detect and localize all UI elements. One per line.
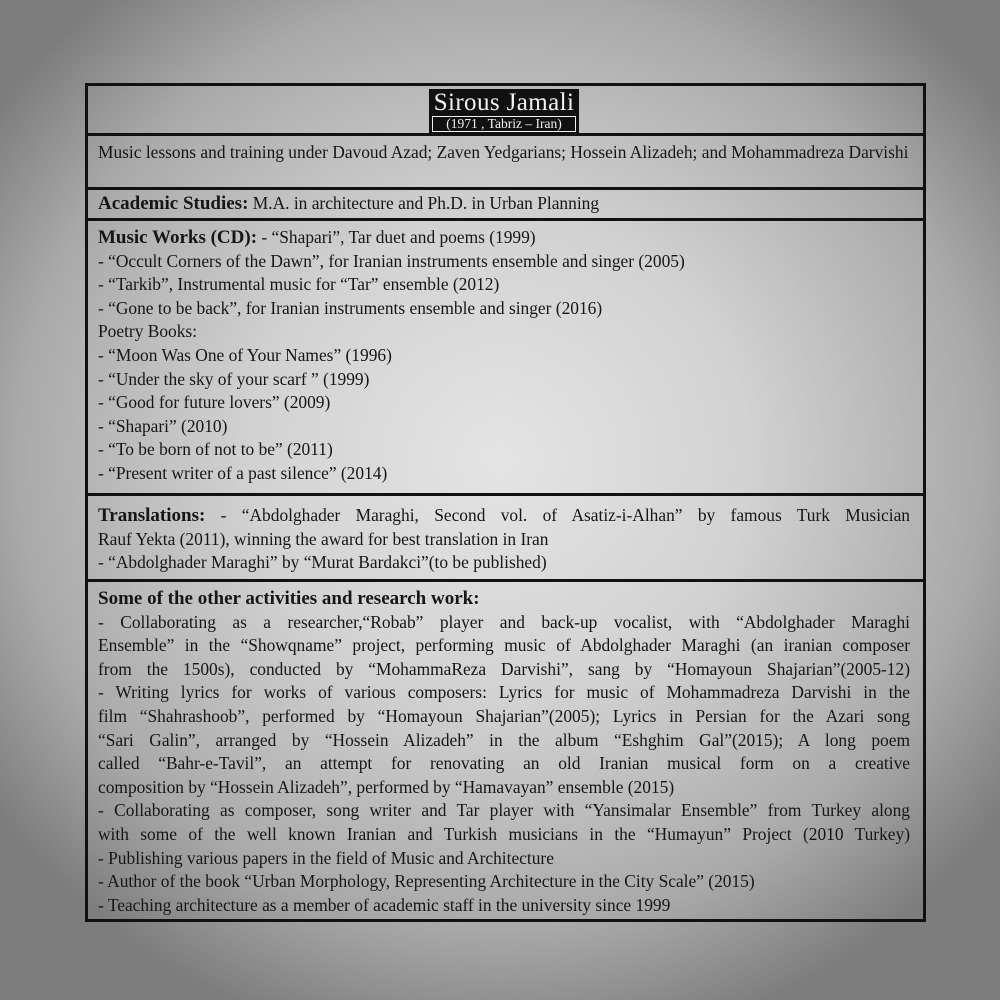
person-name: Sirous Jamali — [433, 89, 575, 116]
academic-section — [88, 190, 923, 221]
poetry-item: - “Present writer of a past silence” (2014) — [98, 462, 388, 483]
activity-line: - Collaborating as a researcher,“Robab” player and back-up vocalist, with “Abdolghader Maraghi — [98, 611, 910, 632]
poetry-item: - “Good for future lovers” (2009) — [98, 392, 331, 413]
music-works-section — [88, 221, 923, 496]
poetry-item: - “Moon Was One of Your Names” (1996) — [98, 344, 392, 365]
poetry-item: - “Shapari” (2010) — [98, 415, 228, 436]
music-works-heading: Music Works (CD): — [98, 227, 258, 248]
title-section — [88, 86, 923, 136]
lessons-section — [88, 136, 923, 190]
activity-line: - Teaching architecture as a member of academic staff in the university since 1999 — [98, 894, 671, 915]
translation-item-cont: Rauf Yekta (2011), winning the award for best translation in Iran — [98, 528, 549, 549]
academic-text: M.A. in architecture and Ph.D. in Urban Planning — [248, 193, 600, 213]
activity-line: - Writing lyrics for works of various composers: Lyrics for music of Mohammadreza Darvishi in the — [98, 682, 910, 703]
poetry-heading: Poetry Books: — [98, 321, 198, 342]
translations-section — [88, 496, 923, 582]
birth-info: (1971 , Tabriz – Iran) — [432, 116, 577, 132]
music-work-item: - “Shapari”, Tar duet and poems (1999) — [257, 227, 536, 247]
name-plate — [429, 89, 580, 133]
translation-item: - “Abdolghader Maraghi, Second vol. of Asatiz-i-Alhan” by famous Turk Musician — [205, 505, 910, 525]
activity-line: film “Shahrashoob”, performed by “Homayoun Shajarian”(2005); Lyrics in Persian for the Azari song — [98, 705, 910, 726]
music-work-item: - “Occult Corners of the Dawn”, for Iranian instruments ensemble and singer (2005) — [98, 250, 685, 271]
activity-line: from the 1500s), conducted by “MohammaReza Darvishi”, sang by “Homayoun Shajarian”(2005-12) — [98, 658, 910, 679]
activity-line: Ensemble” in the “Showqname” project, performing music of Abdolghader Maraghi (an iranian composer — [98, 635, 910, 656]
music-work-item: - “Tarkib”, Instrumental music for “Tar” ensemble (2012) — [98, 274, 500, 295]
academic-heading: Academic Studies: — [98, 193, 249, 214]
activity-line: “Sari Galin”, arranged by “Hossein Alizadeh” in the album “Eshghim Gal”(2015); A long poem — [98, 729, 910, 750]
activity-line: - Collaborating as composer, song writer and Tar player with “Yansimalar Ensemble” from Turkey along — [98, 800, 910, 821]
activity-line: composition by “Hossein Alizadeh”, performed by “Hamavayan” ensemble (2015) — [98, 776, 675, 797]
poetry-item: - “Under the sky of your scarf ” (1999) — [98, 368, 370, 389]
translation-item: - “Abdolghader Maraghi” by “Murat Bardakci”(to be published) — [98, 552, 547, 573]
music-work-item: - “Gone to be back”, for Iranian instruments ensemble and singer (2016) — [98, 297, 603, 318]
activity-line: - Author of the book “Urban Morphology, Representing Architecture in the City Scale” (2015) — [98, 871, 755, 892]
translations-heading: Translations: — [98, 505, 206, 526]
lessons-text: Music lessons and training under Davoud Azad; Zaven Yedgarians; Hossein Alizadeh; and Mohammadreza Darvishi — [98, 142, 909, 162]
activities-heading: Some of the other activities and research work: — [98, 588, 480, 609]
poetry-item: - “To be born of not to be” (2011) — [98, 439, 333, 460]
biography-box — [85, 83, 926, 922]
activity-line: - Publishing various papers in the field of Music and Architecture — [98, 847, 554, 868]
activity-line: with some of the well known Iranian and Turkish musicians in the “Humayun” Project (2010 Turkey) — [98, 823, 910, 844]
activities-section — [88, 582, 923, 919]
activity-line: called “Bahr-e-Tavil”, an attempt for renovating an old Iranian musical form on a creative — [98, 753, 910, 774]
